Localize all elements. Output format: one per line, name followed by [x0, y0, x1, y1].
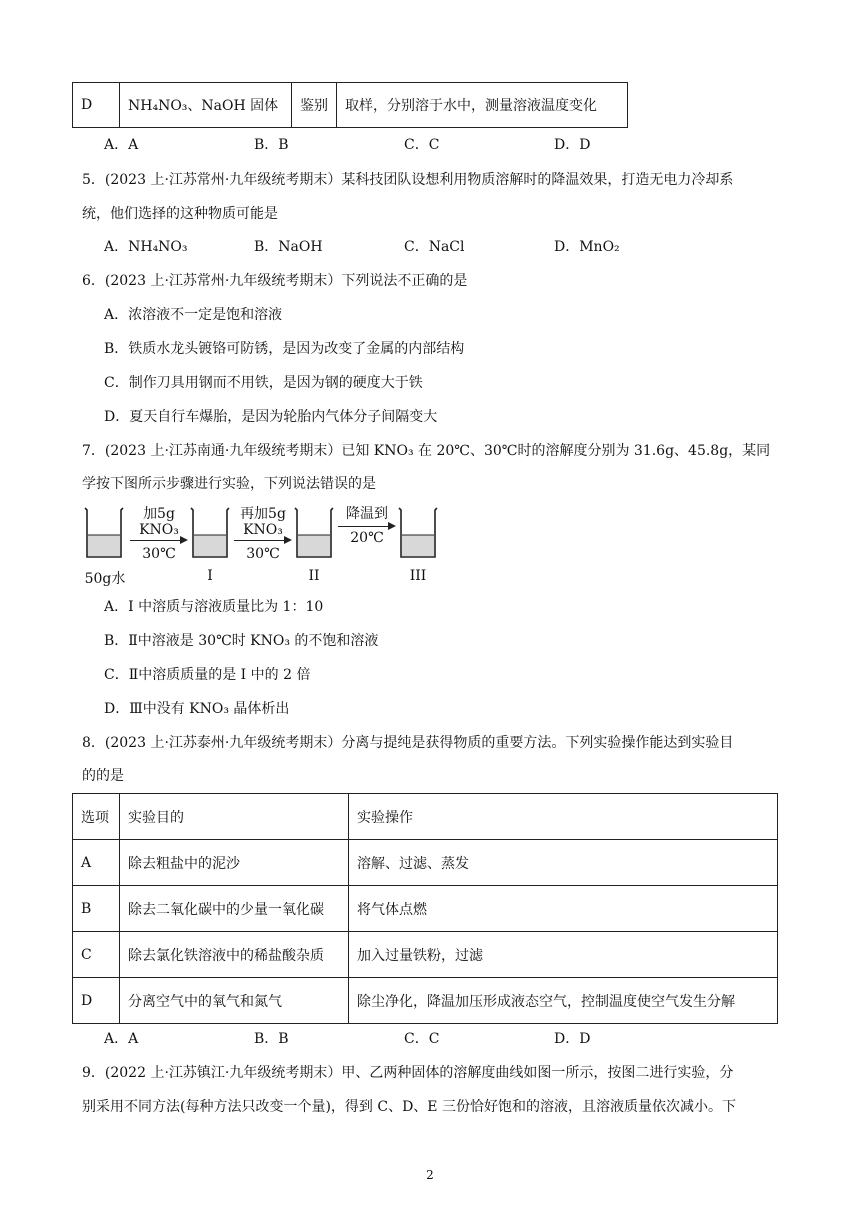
choice-c[interactable]: C．Ⅱ中溶质质量的是 I 中的 2 倍 — [104, 667, 311, 683]
table-row — [73, 886, 778, 932]
table-cell: 加入过量铁粉，过滤 — [349, 932, 778, 978]
step1-substance: KNO₃ — [139, 522, 179, 538]
choice-d[interactable]: D．Ⅲ中没有 KNO₃ 晶体析出 — [104, 701, 290, 717]
arrow-icon — [338, 526, 394, 527]
choice-d[interactable]: D．MnO₂ — [554, 239, 620, 255]
table-cell: 鉴别 — [292, 83, 337, 128]
table-header: 实验操作 — [349, 794, 778, 840]
step3-label: 降温到 — [346, 506, 388, 522]
step3-temp: 20℃ — [350, 530, 384, 546]
beaker-label: III — [409, 568, 427, 584]
table-header-row — [73, 794, 778, 840]
choice-d[interactable]: D．夏天自行车爆胎，是因为轮胎内气体分子间隔变大 — [104, 409, 438, 425]
table-header: 选项 — [73, 794, 120, 840]
arrow-icon — [234, 540, 290, 541]
q9-stem-line1: 9．(2022 上·江苏镇江·九年级统考期末）甲、乙两种固体的溶解度曲线如图一所示，按图二进行实验，分 — [82, 1065, 734, 1081]
q5-stem-line2: 统，他们选择的这种物质可能是 — [82, 206, 278, 222]
table-cell: A — [73, 840, 120, 886]
q5-choices — [104, 236, 704, 258]
choice-b[interactable]: B．Ⅱ中溶液是 30℃时 KNO₃ 的不饱和溶液 — [104, 633, 379, 649]
q8-table — [72, 793, 778, 1024]
beaker-icon — [84, 507, 124, 559]
table-row — [73, 840, 778, 886]
choice-c[interactable]: C．NaCl — [404, 239, 465, 255]
beaker-label: II — [308, 568, 320, 584]
table-cell: 分离空气中的氧气和氮气 — [120, 978, 349, 1024]
beaker-label: 50g水 — [84, 571, 126, 587]
choice-a[interactable]: A．I 中溶质与溶液质量比为 1：10 — [104, 599, 324, 615]
step2-substance: KNO₃ — [243, 522, 283, 538]
q7-stem-line2: 学按下图所示步骤进行实验，下列说法错误的是 — [82, 476, 376, 492]
table-cell: 溶解、过滤、蒸发 — [349, 840, 778, 886]
q5-stem-line1: 5．(2023 上·江苏常州·九年级统考期末）某科技团队设想利用物质溶解时的降温效果，打造无电力冷却系 — [82, 172, 734, 188]
step2-label-top — [232, 506, 294, 538]
q8-choices — [104, 1028, 704, 1050]
choice-c[interactable]: C．制作刀具用钢而不用铁，是因为钢的硬度大于铁 — [104, 375, 423, 391]
beaker-icon — [398, 507, 438, 559]
choice-d[interactable]: D．D — [554, 137, 591, 153]
choice-a[interactable]: A．NH₄NO₃ — [104, 239, 188, 255]
top-table — [72, 82, 628, 128]
table-cell: 取样，分别溶于水中，测量溶液温度变化 — [337, 83, 628, 128]
choice-a[interactable]: A．浓溶液不一定是饱和溶液 — [104, 307, 283, 323]
q9-stem-line2: 别采用不同方法(每种方法只改变一个量)，得到 C、D、E 三份恰好饱和的溶液，且溶液质量依次减小。下 — [82, 1099, 736, 1115]
q6-stem: 6．(2023 上·江苏常州·九年级统考期末）下列说法不正确的是 — [82, 273, 468, 289]
table-cell: D — [73, 978, 120, 1024]
step1-add: 加5g — [143, 506, 175, 522]
beaker-label: I — [207, 568, 213, 584]
q4-choices — [104, 134, 704, 156]
choice-d[interactable]: D．D — [554, 1031, 591, 1047]
table-cell: C — [73, 932, 120, 978]
choice-a[interactable]: A．A — [104, 137, 139, 153]
page-number: 2 — [426, 1168, 434, 1182]
step2-add: 再加5g — [240, 506, 286, 522]
q7-stem-line1: 7．(2023 上·江苏南通·九年级统考期末）已知 KNO₃ 在 20℃、30℃时的溶解度分别为 31.6g、45.8g，某同 — [82, 443, 771, 459]
table-cell: 将气体点燃 — [349, 886, 778, 932]
table-header: 实验目的 — [120, 794, 349, 840]
table-cell: 除去氯化铁溶液中的稀盐酸杂质 — [120, 932, 349, 978]
table-row — [73, 83, 628, 128]
choice-b[interactable]: B．B — [254, 137, 289, 153]
arrow-icon — [130, 540, 186, 541]
q8-stem-line1: 8．(2023 上·江苏泰州·九年级统考期末）分离与提纯是获得物质的重要方法。下列实验操作能达到实验目 — [82, 735, 734, 751]
choice-b[interactable]: B．铁质水龙头镀铬可防锈，是因为改变了金属的内部结构 — [104, 341, 465, 357]
beaker-icon — [294, 507, 334, 559]
table-cell: D — [73, 83, 120, 128]
choice-c[interactable]: C．C — [404, 137, 440, 153]
step2-temp: 30℃ — [246, 546, 280, 562]
choice-c[interactable]: C．C — [404, 1031, 440, 1047]
choice-b[interactable]: B．NaOH — [254, 239, 323, 255]
q8-stem-line2: 的的是 — [82, 768, 124, 784]
table-cell: 除尘净化，降温加压形成液态空气，控制温度使空气发生分解 — [349, 978, 778, 1024]
step1-label-top — [128, 506, 190, 538]
table-cell: 除去粗盐中的泥沙 — [120, 840, 349, 886]
table-row — [73, 932, 778, 978]
table-row — [73, 978, 778, 1024]
step1-temp: 30℃ — [142, 546, 176, 562]
choice-b[interactable]: B．B — [254, 1031, 289, 1047]
beaker-icon — [190, 507, 230, 559]
table-cell: B — [73, 886, 120, 932]
choice-a[interactable]: A．A — [104, 1031, 139, 1047]
table-cell: 除去二氧化碳中的少量一氧化碳 — [120, 886, 349, 932]
table-cell: NH₄NO₃、NaOH 固体 — [120, 83, 292, 128]
